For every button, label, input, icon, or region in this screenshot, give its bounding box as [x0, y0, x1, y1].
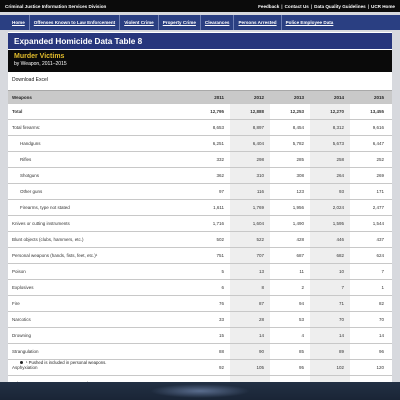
cell-2012: 1,769 [230, 200, 270, 215]
cell-2013: 94 [298, 301, 304, 306]
cell-2013: 687 [296, 253, 304, 258]
row-label: Total firearms: [12, 125, 41, 130]
cell-2014: 2,024 [310, 200, 350, 215]
subtitle-band [8, 50, 392, 72]
cell-2014: 7 [310, 280, 350, 295]
nav-property-crime[interactable]: Property Crime [159, 15, 201, 30]
cell-2012: 28 [230, 312, 270, 327]
cell-2012: 12,888 [230, 104, 270, 119]
cell-2014: 1,595 [310, 216, 350, 231]
cell-2013: 123 [296, 189, 304, 194]
data-quality-link[interactable]: Data Quality Guidelines [314, 3, 366, 9]
table-row [8, 104, 392, 120]
table-row [8, 328, 392, 344]
table-row [8, 264, 392, 280]
cell-2014: 70 [310, 312, 350, 327]
row-label: Narcotics [12, 317, 31, 322]
cell-2013: 2 [301, 285, 304, 290]
cell-2014: 12,270 [310, 104, 350, 119]
cell-2015: 82 [378, 301, 384, 306]
data-table [8, 90, 392, 392]
cell-2014: 71 [310, 296, 350, 311]
cell-2015: 171 [376, 189, 384, 194]
cell-2011: 97 [218, 189, 224, 194]
cell-2015: 96 [378, 349, 384, 354]
cell-2015: 1,544 [372, 221, 384, 226]
cell-2011: 92 [218, 365, 224, 370]
cell-2013: 95 [298, 365, 304, 370]
footnote-text: ¹ Pushed is included in personal weapons. [26, 360, 107, 365]
cell-2014: 14 [310, 328, 350, 343]
table-row [8, 200, 392, 216]
row-label: Firearms, type not stated [20, 205, 70, 210]
cell-2011: 6,251 [212, 141, 224, 146]
cell-2015: 120 [376, 365, 384, 370]
nav-offenses-known[interactable]: Offenses Known to Law Enforcement [30, 15, 120, 30]
table-row [8, 216, 392, 232]
cell-2011: 12,795 [210, 109, 224, 114]
row-label: Asphyxiation [12, 365, 38, 370]
nav-clearances[interactable]: Clearances [201, 15, 235, 30]
row-label: Shotguns [20, 173, 40, 178]
cell-2011: 6 [221, 285, 224, 290]
row-label: Total [12, 109, 23, 114]
table-row [8, 248, 392, 264]
cell-2015: 14 [378, 333, 384, 338]
cell-2012: 105 [230, 360, 270, 375]
cell-2011: 502 [216, 237, 224, 242]
cell-2012: 522 [230, 232, 270, 247]
cell-2012: 14 [230, 328, 270, 343]
cell-2011: 1,611 [213, 205, 224, 210]
cell-2015: 437 [376, 237, 384, 242]
cell-2015: 9,616 [372, 125, 384, 130]
cell-2012: 87 [230, 296, 270, 311]
cell-2014: 5,673 [310, 136, 350, 151]
cell-2011: 8,653 [212, 125, 224, 130]
table-row [8, 232, 392, 248]
cell-2013: 11 [299, 269, 304, 274]
header-2012: 2012 [230, 91, 270, 103]
row-label: Poison [12, 269, 26, 274]
header-2014: 2014 [310, 91, 350, 103]
table-row [8, 280, 392, 296]
header-2013: 2013 [270, 91, 310, 103]
main-nav [0, 15, 400, 30]
cell-2012: 13 [230, 264, 270, 279]
cell-2014: 89 [310, 344, 350, 359]
subtitle: Murder Victims [14, 53, 65, 60]
nav-police-employee-data[interactable]: Police Employee Data [285, 20, 334, 25]
cell-2011: 76 [218, 301, 224, 306]
division-title: Criminal Justice Information Services Division [5, 3, 107, 9]
cell-2012: 8,897 [230, 120, 270, 135]
separator: | [310, 3, 313, 9]
row-label: Personal weapons (hands, fists, feet, etc.)¹ [12, 253, 98, 258]
cell-2014: 93 [310, 184, 350, 199]
cell-2015: 7 [381, 269, 384, 274]
footer-glow [150, 384, 250, 398]
cell-2012: 90 [230, 344, 270, 359]
cell-2015: 2,477 [372, 205, 384, 210]
top-utility-bar [0, 0, 400, 12]
cell-2011: 751 [216, 253, 224, 258]
cell-2013: 53 [298, 317, 304, 322]
cell-2012: 116 [230, 184, 270, 199]
cell-2012: 707 [230, 248, 270, 263]
cell-2012: 8 [230, 280, 270, 295]
cell-2015: 624 [376, 253, 384, 258]
header-2011: 2011 [190, 91, 230, 103]
row-label: Blunt objects (clubs, hammers, etc.) [12, 237, 84, 242]
nav-persons-arrested[interactable]: Persons Arrested [234, 15, 281, 30]
table-row [8, 168, 392, 184]
row-label: Other guns [20, 189, 43, 194]
row-label: Fire [12, 301, 20, 306]
cell-2015: 1 [381, 285, 384, 290]
row-label: Drowning [12, 333, 32, 338]
cell-2012: 298 [230, 152, 270, 167]
table-header-row [8, 91, 392, 104]
cell-2014: 264 [310, 168, 350, 183]
cell-2015: 252 [376, 157, 384, 162]
cell-2012: 6,404 [230, 136, 270, 151]
header-2015: 2015 [350, 91, 390, 103]
cell-2014: 682 [310, 248, 350, 263]
cell-2013: 5,782 [292, 141, 304, 146]
ucr-home-link[interactable]: UCR Home [371, 3, 395, 9]
cell-2011: 362 [216, 173, 224, 178]
cell-2013: 428 [296, 237, 304, 242]
table-row [8, 344, 392, 360]
row-label: Rifles [20, 157, 32, 162]
nav-violent-crime[interactable]: Violent Crime [120, 15, 159, 30]
cell-2013: 285 [296, 157, 304, 162]
utility-links [258, 4, 395, 9]
cell-2014: 8,312 [310, 120, 350, 135]
cell-2013: 8,454 [292, 125, 304, 130]
table-row [8, 296, 392, 312]
cell-2011: 88 [218, 349, 224, 354]
row-label: Knives or cutting instruments [12, 221, 70, 226]
separator: | [367, 3, 369, 9]
page-title: Expanded Homicide Data Table 8 [8, 33, 392, 49]
cell-2011: 33 [218, 317, 224, 322]
row-label: Strangulation [12, 349, 39, 354]
cell-2011: 15 [218, 333, 224, 338]
contact-us-link[interactable]: Contact Us [284, 3, 309, 9]
cell-2014: 10 [310, 264, 350, 279]
separator: | [281, 3, 283, 9]
footer-background [0, 382, 400, 400]
cell-2014: 258 [310, 152, 350, 167]
cell-2011: 1,716 [212, 221, 224, 226]
cell-2013: 308 [296, 173, 304, 178]
cell-2013: 12,253 [290, 109, 304, 114]
table-row [8, 136, 392, 152]
cell-2012: 1,604 [230, 216, 270, 231]
cell-2011: 332 [216, 157, 224, 162]
cell-2014: 446 [310, 232, 350, 247]
subtitle-range: by Weapon, 2011–2015 [14, 61, 67, 67]
table-row [8, 152, 392, 168]
cell-2015: 70 [378, 317, 384, 322]
cell-2015: 6,447 [372, 141, 384, 146]
cell-2011: 5 [221, 269, 224, 274]
cell-2015: 13,455 [370, 109, 384, 114]
table-row [8, 312, 392, 328]
download-excel-link[interactable]: Download Excel [12, 77, 48, 83]
cell-2014: 102 [310, 360, 350, 375]
row-label: Explosives [12, 285, 34, 290]
cell-2015: 269 [376, 173, 384, 178]
bullet-icon [20, 361, 23, 364]
cell-2013: 4 [301, 333, 304, 338]
nav-home[interactable]: Home [8, 15, 30, 30]
cell-2012: 310 [230, 168, 270, 183]
cell-2013: 85 [298, 349, 304, 354]
cell-2013: 1,490 [292, 221, 304, 226]
cell-2013: 1,956 [292, 205, 304, 210]
table-row [8, 120, 392, 136]
header-weapons: Weapons [8, 91, 190, 103]
feedback-link[interactable]: Feedback [258, 3, 280, 9]
row-label: Handguns [20, 141, 41, 146]
footnote [20, 360, 107, 365]
table-row [8, 184, 392, 200]
